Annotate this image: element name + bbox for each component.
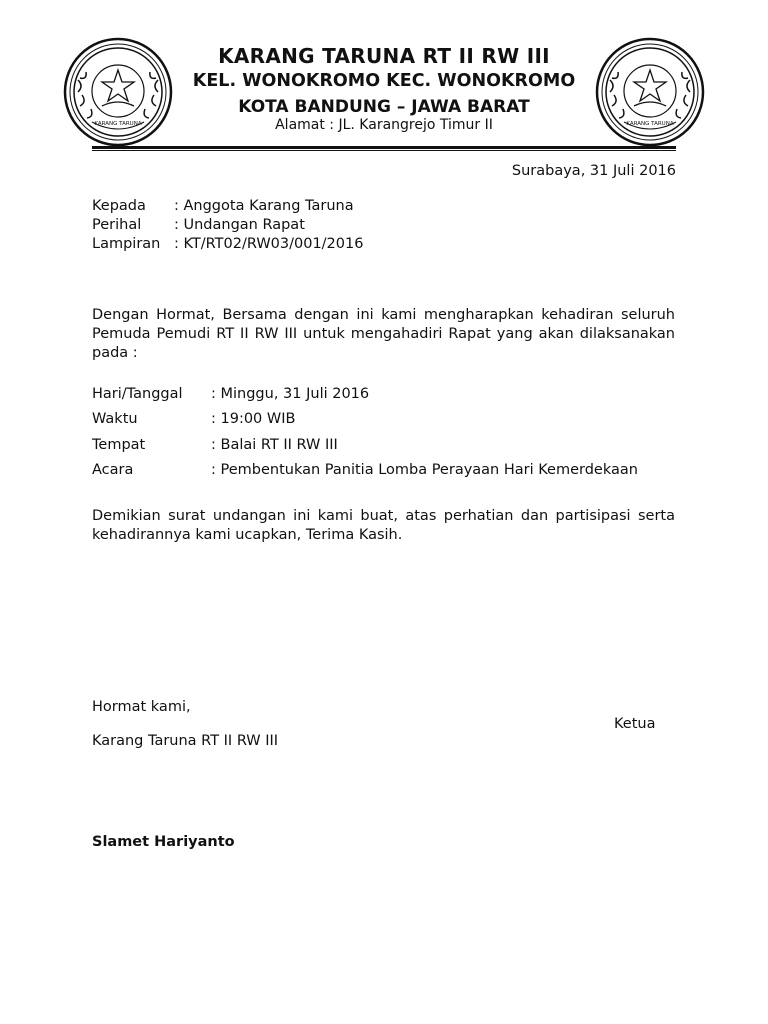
detail-label-event: Acara [92,462,134,478]
detail-label-time: Waktu [92,411,138,427]
opening-paragraph: Dengan Hormat, Bersama dengan ini kami mengharapkan kehadiran seluruh Pemuda Pemudi RT II RW III untuk mengahadiri Rapat yang akan dilaksanakan pada : [92,307,675,361]
kelurahan-line: KEL. WONOKROMO KEC. WONOKROMO [192,71,576,91]
detail-value-date: : Minggu, 31 Juli 2016 [211,386,370,402]
place-date: Surabaya, 31 Juli 2016 [511,163,676,179]
signatory-position: Ketua [614,716,656,732]
svg-text:KARANG TARUNA: KARANG TARUNA [626,121,674,127]
meta-label-lampiran: Lampiran [92,236,161,252]
svg-text:KARANG TARUNA: KARANG TARUNA [94,121,142,127]
detail-value-event: : Pembentukan Panitia Lomba Perayaan Hari Kemerdekaan [211,462,638,478]
meta-value-perihal: : Undangan Rapat [174,217,305,233]
city-line: KOTA BANDUNG – JAWA BARAT [238,97,530,117]
detail-label-place: Tempat [92,437,146,453]
organization-name: KARANG TARUNA RT II RW III [218,44,550,68]
meta-value-kepada: : Anggota Karang Taruna [174,198,354,214]
meta-value-lampiran: : KT/RT02/RW03/001/2016 [174,236,364,252]
detail-label-date: Hari/Tanggal [92,386,183,402]
closing-paragraph: Demikian surat undangan ini kami buat, atas perhatian dan partisipasi serta kehadirannya kami ucapkan, Terima Kasih. [92,508,675,543]
meta-label-kepada: Kepada [92,198,146,214]
signatory-name: Slamet Hariyanto [92,834,235,850]
letterhead-divider [92,146,676,151]
organization-signoff: Karang Taruna RT II RW III [92,733,279,749]
meta-label-perihal: Perihal [92,217,142,233]
regards: Hormat kami, [92,699,191,715]
address-line: Alamat : JL. Karangrejo Timur II [275,117,493,133]
detail-value-place: : Balai RT II RW III [211,437,338,453]
detail-value-time: : 19:00 WIB [211,411,296,427]
